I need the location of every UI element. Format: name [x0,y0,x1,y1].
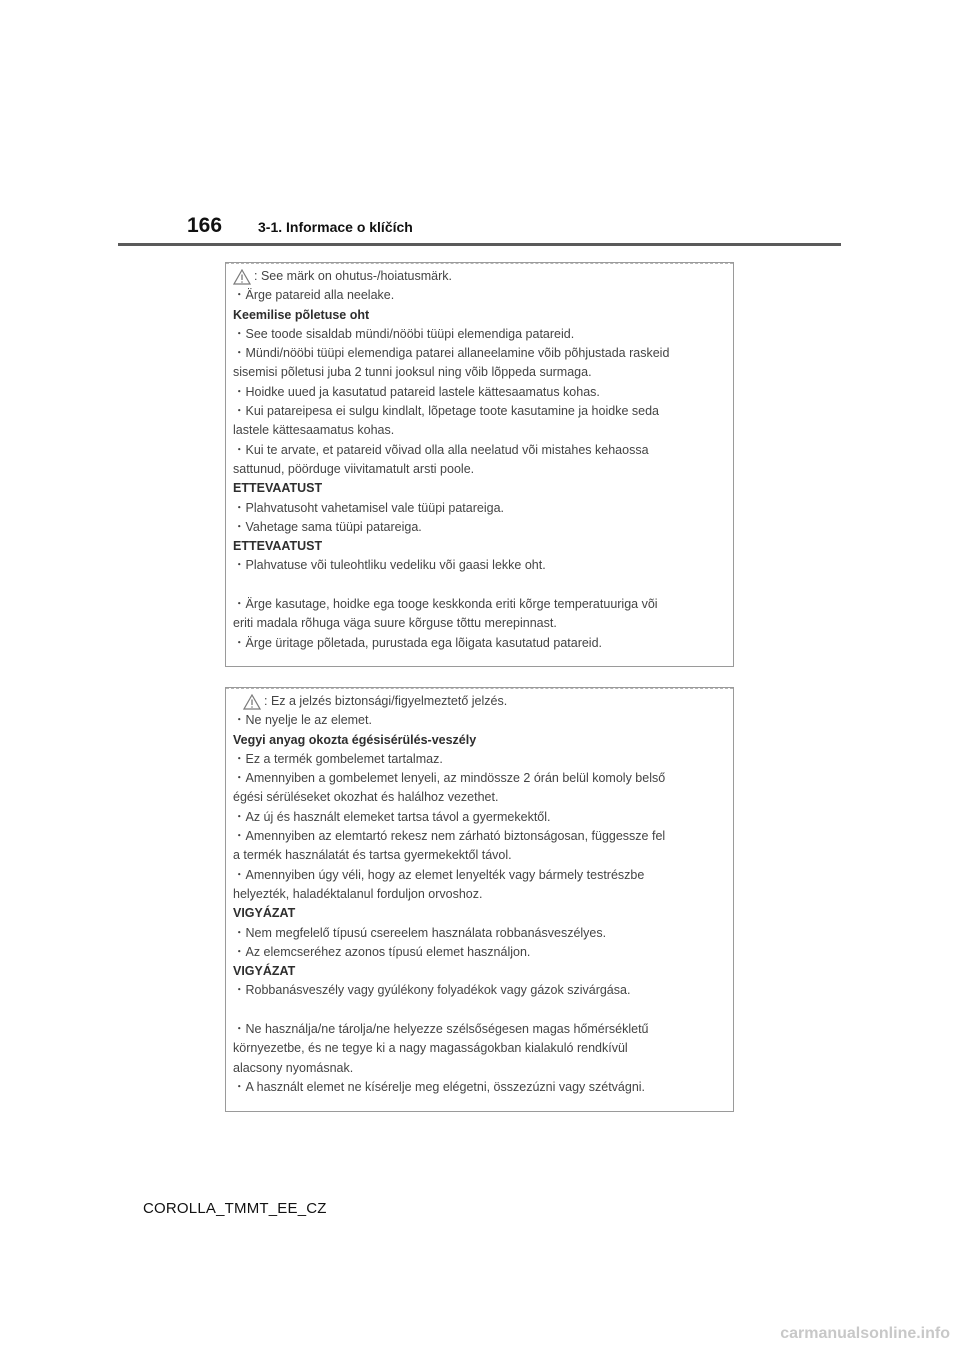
text-line: ・Ne használja/ne tárolja/ne helyezze szélsőségesen magas hőmérsékletű [233,1022,649,1037]
text-line: ・Az elemcseréhez azonos típusú elemet használjon. [233,944,531,959]
text-line: ・Hoidke uued ja kasutatud patareid lastele kättesaamatus kohas. [233,384,600,399]
warning-triangle-icon [233,269,251,285]
text-line: ・Amennyiben úgy véli, hogy az elemet lenyelték vagy bármely testrészbe [233,867,645,882]
section-heading: Vegyi anyag okozta égésisérülés-veszély [233,732,477,747]
hungarian-warning-symbol-line [233,692,726,711]
text-line: ・See toode sisaldab mündi/nööbi tüüpi elemendiga patareid. [233,326,575,341]
warning-triangle-icon [243,694,261,710]
blank-line [233,576,726,595]
text-line: ・A használt elemet ne kísérelje meg elégetni, összezúzni vagy szétvágni. [233,1079,646,1094]
section-heading: Keemilise põletuse oht [233,307,370,322]
estonian-text-body [233,286,726,653]
document-code: COROLLA_TMMT_EE_CZ [143,1200,327,1217]
text-line: ・Plahvatusoht vahetamisel vale tüüpi patareiga. [233,500,504,515]
text-line: ・Mündi/nööbi tüüpi elemendiga patarei allaneelamine võib põhjustada raskeid [233,346,670,361]
hungarian-warning-symbol-text: : Ez a jelzés biztonsági/figyelmeztető jelzés. [264,694,508,708]
section-heading: VIGYÁZAT [233,964,296,979]
text-line: égési sérüléseket okozhat és halálhoz vezethet. [233,790,499,805]
text-line: ・Robbanásveszély vagy gyúlékony folyadékok vagy gázok szivárgása. [233,983,631,998]
text-line: alacsony nyomásnak. [233,1060,354,1075]
panel-top-dashed-border [226,688,733,689]
text-line: ・Ne nyelje le az elemet. [233,713,372,728]
text-line: ・Kui patareipesa ei sulgu kindlalt, lõpetage toote kasutamine ja hoidke seda [233,404,659,419]
text-line: ・Ärge patareid alla neelake. [233,288,395,303]
text-line: lastele kättesaamatus kohas. [233,423,395,438]
page-number: 166 [187,214,223,237]
text-line: ・Ez a termék gombelemet tartalmaz. [233,751,443,766]
blank-line [233,1001,726,1020]
hungarian-text-body [233,711,726,1097]
text-line: sattunud, pöörduge viivitamatult arsti poole. [233,461,475,476]
text-line: eriti madala rõhuga väga suure kõrguse tõttu merepinnast. [233,616,557,631]
text-line: helyezték, haladéktalanul forduljon orvoshoz. [233,886,483,901]
text-line: ・Az új és használt elemeket tartsa távol a gyermekektől. [233,809,551,824]
section-title: 3-1. Informace o klíčích [258,219,413,235]
text-line: a termék használatát és tartsa gyermekektől távol. [233,848,512,863]
header-divider [118,243,841,246]
watermark: carmanualsonline.info [780,1325,950,1342]
text-line: ・Amennyiben a gombelemet lenyeli, az mindössze 2 órán belül komoly belső [233,771,666,786]
text-line: sisemisi põletusi juba 2 tunni jooksul ning võib lõppeda surmaga. [233,365,592,380]
text-line: ・Vahetage sama tüüpi patareiga. [233,519,422,534]
estonian-warning-panel [225,262,734,667]
text-line: ・Nem megfelelő típusú csereelem használata robbanásveszélyes. [233,925,607,940]
text-line: környezetbe, és ne tegye ki a nagy magasságokban kialakuló rendkívül [233,1041,628,1056]
text-line: ・Plahvatuse või tuleohtliku vedeliku või gaasi lekke oht. [233,558,546,573]
estonian-warning-symbol-line [233,267,726,286]
estonian-warning-symbol-text: : See märk on ohutus-/hoiatusmärk. [254,269,453,283]
text-line: ・Amennyiben az elemtartó rekesz nem zárható biztonságosan, függessze fel [233,829,666,844]
section-heading: ETTEVAATUST [233,481,323,496]
text-line: ・Ärge üritage põletada, purustada ega lõigata kasutatud patareid. [233,635,603,650]
panel-top-dashed-border [226,263,733,264]
section-heading: VIGYÁZAT [233,906,296,921]
text-line: ・Kui te arvate, et patareid võivad olla alla neelatud või mistahes kehaossa [233,442,649,457]
text-line: ・Ärge kasutage, hoidke ega tooge keskkonda eriti kõrge temperatuuriga või [233,597,658,612]
section-heading: ETTEVAATUST [233,539,323,554]
hungarian-warning-panel [225,687,734,1112]
